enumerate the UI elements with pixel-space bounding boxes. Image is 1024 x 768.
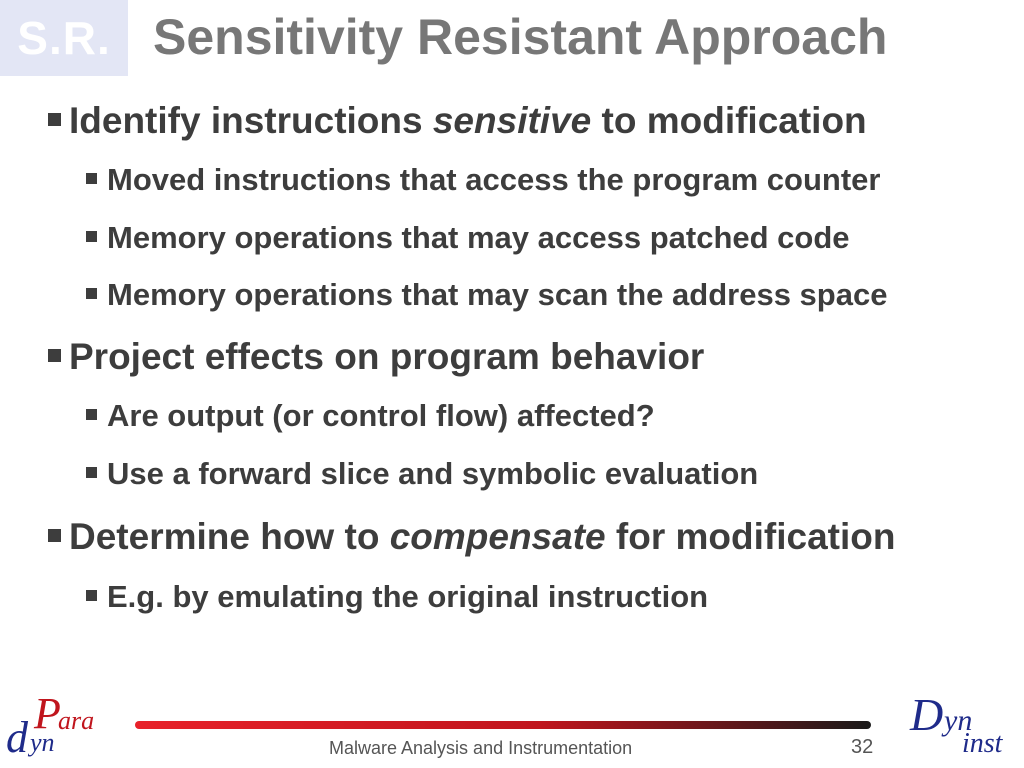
bullet-square-icon <box>48 529 61 542</box>
sub-bullet-1-2 <box>86 220 850 256</box>
footer-divider <box>135 721 871 729</box>
footer-title: Malware Analysis and Instrumentation <box>329 738 633 758</box>
bullet-1-text-post: to modification <box>591 100 867 141</box>
logo-letter: d <box>6 713 28 762</box>
sub-bullet-2-1 <box>86 398 655 434</box>
paradyn-logo <box>6 689 106 762</box>
section-badge: S.R. <box>0 0 128 76</box>
sub-bullet-2-2 <box>86 456 758 492</box>
sub-bullet-text: E.g. by emulating the original instruction <box>107 579 709 614</box>
bullet-1 <box>48 100 867 142</box>
logo-letter: P <box>34 689 61 738</box>
page-number: 32 <box>851 736 874 758</box>
bullet-2-text-pre: Project effects on program behavior <box>69 336 705 377</box>
sub-bullet-text: Moved instructions that access the program counter <box>107 162 881 197</box>
bullet-2 <box>48 336 704 378</box>
bullet-square-icon <box>48 349 61 362</box>
logo-letter: D <box>910 689 944 740</box>
bullet-1-text-em: sensitive <box>432 100 592 141</box>
sub-bullet-1-1 <box>86 162 880 198</box>
bullet-square-icon <box>86 173 97 184</box>
sub-bullet-1-3 <box>86 277 887 313</box>
sub-bullet-text: Use a forward slice and symbolic evaluation <box>107 456 759 491</box>
bullet-square-icon <box>86 409 97 420</box>
logo-letter: yn <box>944 704 973 737</box>
sub-bullet-text: Are output (or control flow) affected? <box>107 398 655 433</box>
bullet-square-icon <box>48 113 61 126</box>
bullet-square-icon <box>86 288 97 299</box>
bullet-square-icon <box>86 231 97 242</box>
dyninst-logo <box>910 689 1020 764</box>
logo-letter: ara <box>58 706 95 735</box>
sub-bullet-text: Memory operations that may scan the address space <box>107 277 888 312</box>
bullet-3-text-em: compensate <box>389 516 606 557</box>
bullet-square-icon <box>86 467 97 478</box>
sub-bullet-3-1 <box>86 579 708 615</box>
logo-letter: yn <box>30 728 55 757</box>
bullet-3-text-pre: Determine how to <box>69 516 390 557</box>
bullet-3-text-post: for modification <box>605 516 896 557</box>
sub-bullet-text: Memory operations that may access patched code <box>107 220 850 255</box>
bullet-1-text-pre: Identify instructions <box>69 100 433 141</box>
bullet-3 <box>48 516 895 558</box>
slide-title: Sensitivity Resistant Approach <box>153 9 888 65</box>
bullet-square-icon <box>86 590 97 601</box>
logo-letter: inst <box>962 728 1003 759</box>
